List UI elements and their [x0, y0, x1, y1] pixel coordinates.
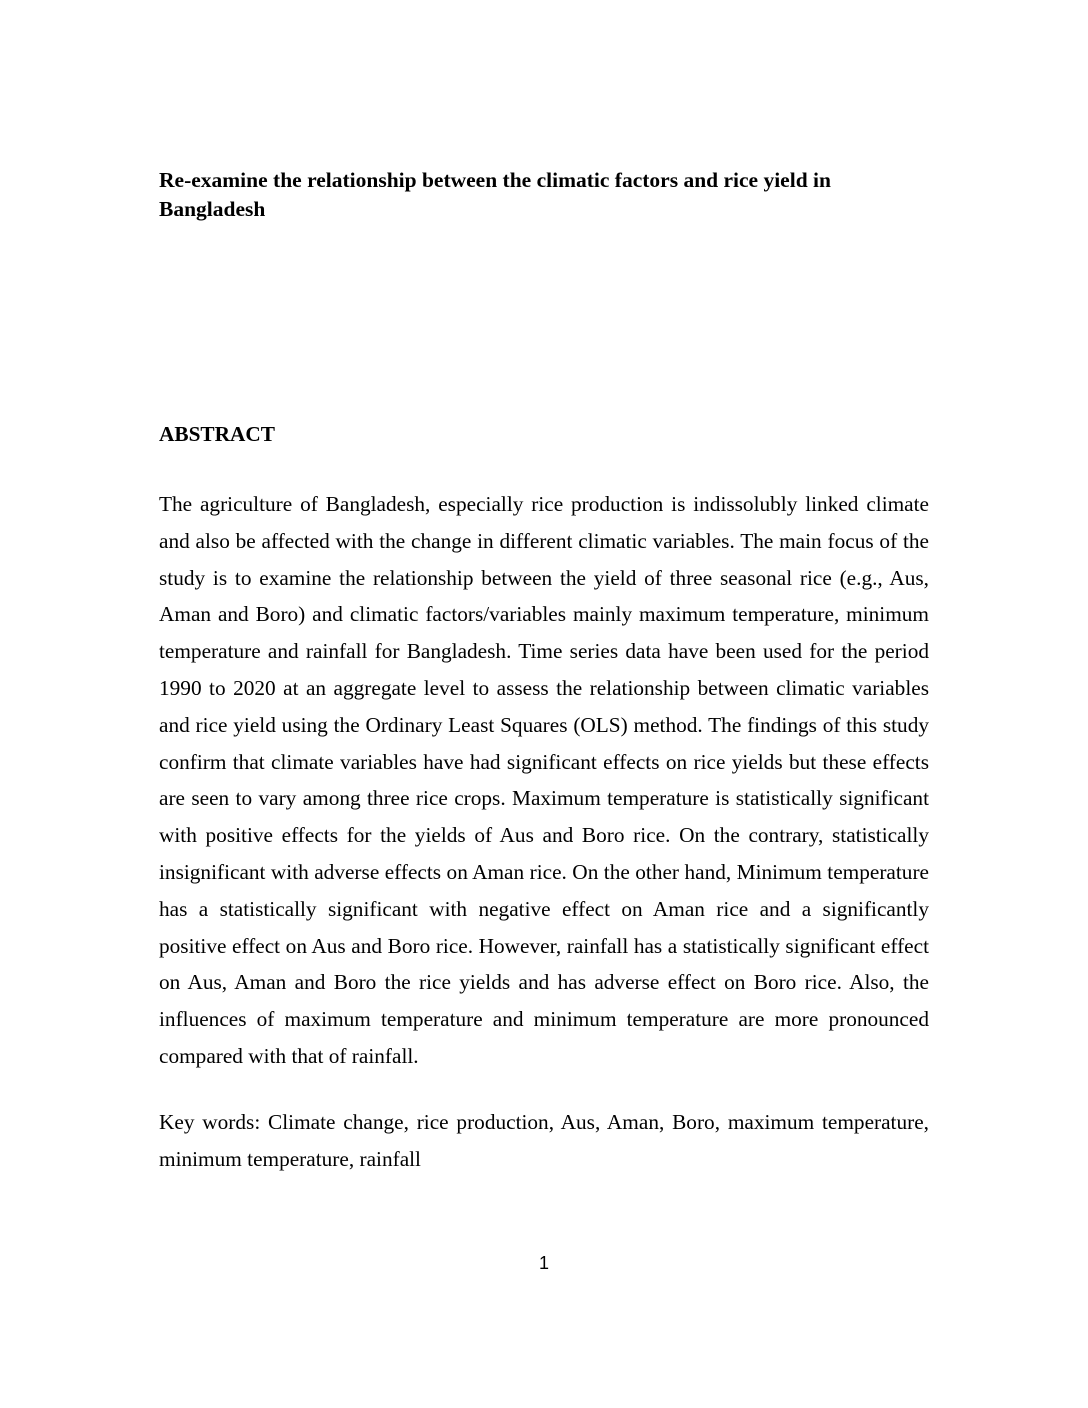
page-number: 1 [538, 1253, 549, 1273]
abstract-heading: ABSTRACT [159, 422, 275, 446]
abstract-paragraph: The agriculture of Bangladesh, especially rice production is indissolubly linked climate and also be affected with the change in different climatic variables. The main focus of the study is to examine the relationship between the yield of three seasonal rice (e.g., Aus, Aman and Boro) and climatic factors/variables mainly maximum temperature, minimum temperature and rainfall for Bangladesh. Time series data have been used for the period 1990 to 2020 at an aggregate level to assess the relationship between climatic variables and rice yield using the Ordinary Least Squares (OLS) method. The findings of this study confirm that climate variables have had significant effects on rice yields but these effects are seen to vary among three rice crops. Maximum temperature is statistically significant with positive effects for the yields of Aus and Boro rice. On the contrary, statistically insignificant with adverse effects on Aman rice. On the other hand, Minimum temperature has a statistically significant with negative effect on Aman rice and a significantly positive effect on Aus and Boro rice. However, rainfall has a statistically significant effect on Aus, Aman and Boro the rice yields and has adverse effect on Boro rice. Also, the influences of maximum temperature and minimum temperature are more pronounced compared with that of rainfall. [159, 492, 929, 1068]
paper-title: Re-examine the relationship between the climatic factors and rice yield in Bangladesh [159, 168, 831, 221]
keywords-paragraph: Key words: Climate change, rice production, Aus, Aman, Boro, maximum temperature, minimum temperature, rainfall [159, 1110, 929, 1171]
